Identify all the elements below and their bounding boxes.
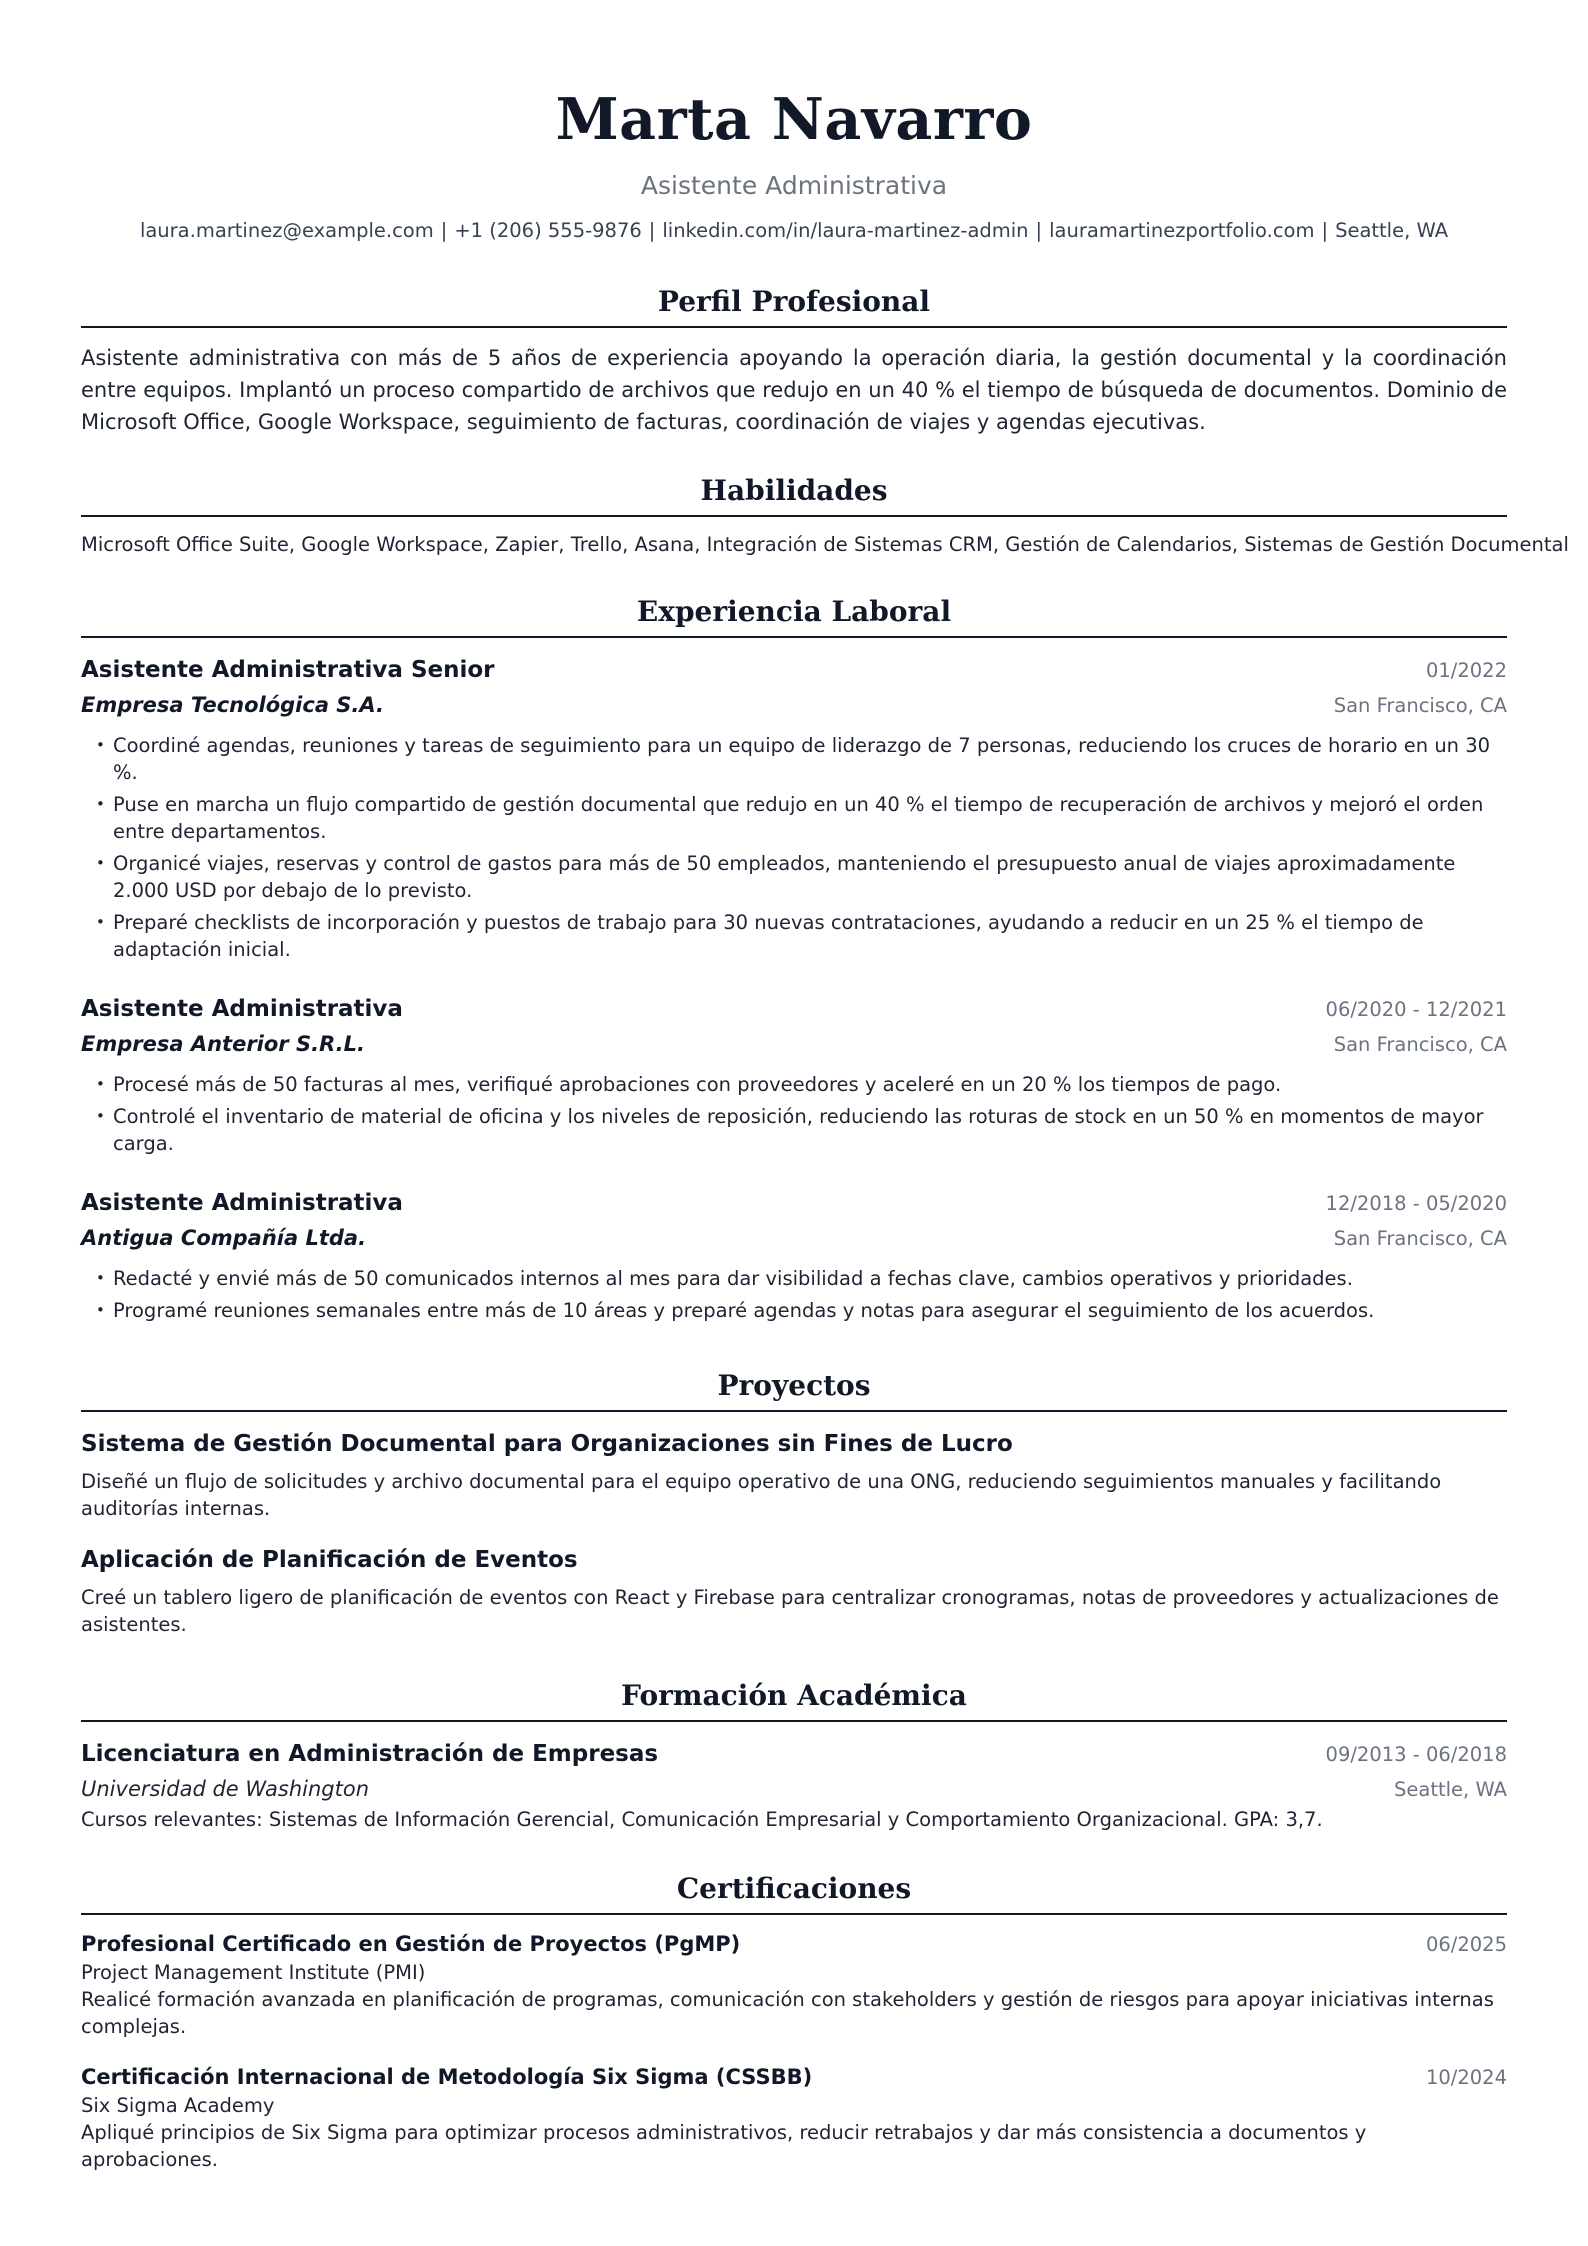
bullet-icon: • — [96, 1107, 105, 1125]
contact-line — [81, 218, 1507, 244]
school-location: Seattle, WA — [1394, 1778, 1507, 1801]
certifications-section — [81, 1871, 1507, 2173]
bullet-icon: • — [96, 736, 105, 754]
contact-linkedin[interactable]: linkedin.com/in/laura-martinez-admin — [662, 219, 1029, 242]
job-date: 12/2018 - 05/2020 — [1325, 1192, 1507, 1215]
certification-issuer: Project Management Institute (PMI) — [81, 1961, 426, 1984]
project-title: Aplicación de Planificación de Eventos — [81, 1547, 578, 1573]
section-title-summary: Perfil Profesional — [81, 284, 1507, 328]
job-company: Empresa Tecnológica S.A. — [81, 693, 385, 717]
job-company: Antigua Compañía Ltda. — [81, 1226, 367, 1250]
job-title: Asistente Administrativa — [81, 1190, 403, 1216]
section-title-experience: Experiencia Laboral — [81, 594, 1507, 638]
job-location: San Francisco, CA — [1333, 694, 1507, 717]
section-title-skills: Habilidades — [81, 473, 1507, 517]
certification-description: Realicé formación avanzada en planificación de programas, comunicación con stakeholders y gestión de riesgos para apoyar iniciativas internas complejas. — [81, 1988, 1494, 2038]
bullet-icon: • — [96, 854, 105, 872]
summary-text: Asistente administrativa con más de 5 años de experiencia apoyando la operación diaria, la gestión documental y la coordinación entre equipos. Implantó un proceso compartido de archivos que redujo en un 40 % el tiempo de búsqueda de documentos. Dominio de Microsoft Office, Google Workspace, seguimiento de facturas, coordinación de viajes y agendas ejecutivas. — [81, 346, 1507, 434]
project-entry — [81, 1544, 1507, 1638]
skills-text: Microsoft Office Suite, Google Workspace, Zapier, Trello, Asana, Integración de Sistemas CRM, Gestión de Calendarios, Sistemas de Gestión Documental — [81, 533, 1569, 556]
contact-location: Seattle, WA — [1335, 219, 1449, 242]
bullet-item — [81, 1103, 1507, 1157]
certification-title: Profesional Certificado en Gestión de Proyectos (PgMP) — [81, 1932, 741, 1956]
section-title-certifications: Certificaciones — [81, 1871, 1507, 1915]
job-bullets — [81, 1071, 1507, 1157]
projects-section — [81, 1368, 1507, 1638]
contact-separator: | — [1321, 219, 1329, 242]
resume-header — [81, 0, 1507, 244]
candidate-name: Marta Navarro — [555, 86, 1033, 153]
contact-separator: | — [440, 219, 448, 242]
certification-title: Certificación Internacional de Metodología Six Sigma (CSSBB) — [81, 2065, 813, 2089]
project-description: Diseñé un flujo de solicitudes y archivo documental para el equipo operativo de una ONG, reduciendo seguimientos manuales y facilitando auditorías internas. — [81, 1470, 1442, 1520]
contact-portfolio[interactable]: lauramartinezportfolio.com — [1049, 219, 1315, 242]
bullet-item — [81, 732, 1507, 786]
section-title-projects: Proyectos — [81, 1368, 1507, 1412]
job-bullets — [81, 732, 1507, 963]
job-title: Asistente Administrativa — [81, 996, 403, 1022]
job-date: 01/2022 — [1425, 659, 1507, 682]
contact-separator: | — [1035, 219, 1043, 242]
job-location: San Francisco, CA — [1333, 1227, 1507, 1250]
certification-date: 10/2024 — [1425, 2066, 1507, 2089]
project-entry — [81, 1428, 1507, 1522]
job-date: 06/2020 - 12/2021 — [1325, 998, 1507, 1021]
section-title-education: Formación Académica — [81, 1678, 1507, 1722]
job-company: Empresa Anterior S.R.L. — [81, 1032, 365, 1056]
contact-separator: | — [648, 219, 656, 242]
certification-entry — [81, 2062, 1507, 2173]
bullet-item — [81, 909, 1507, 963]
education-date: 09/2013 - 06/2018 — [1325, 1743, 1507, 1766]
bullet-item — [81, 1071, 1507, 1098]
experience-section — [81, 594, 1507, 1324]
bullet-item — [81, 1265, 1507, 1292]
bullet-text: Programé reuniones semanales entre más de 10 áreas y preparé agendas y notas para asegurar el seguimiento de los acuerdos. — [113, 1299, 1375, 1322]
summary-section — [81, 284, 1507, 438]
bullet-icon: • — [96, 913, 105, 931]
job-entry — [81, 1187, 1507, 1324]
project-description: Creé un tablero ligero de planificación de eventos con React y Firebase para centralizar cronogramas, notas de proveedores y actualizaciones de asistentes. — [81, 1586, 1499, 1636]
job-location: San Francisco, CA — [1333, 1033, 1507, 1056]
bullet-text: Organicé viajes, reservas y control de gastos para más de 50 empleados, manteniendo el presupuesto anual de viajes aproximadamente 2.000 USD por debajo de lo previsto. — [113, 852, 1456, 902]
job-entry — [81, 993, 1507, 1157]
bullet-icon: • — [96, 1301, 105, 1319]
bullet-icon: • — [96, 795, 105, 813]
bullet-text: Redacté y envié más de 50 comunicados internos al mes para dar visibilidad a fechas clave, cambios operativos y prioridades. — [113, 1267, 1353, 1290]
bullet-text: Controlé el inventario de material de oficina y los niveles de reposición, reduciendo las roturas de stock en un 50 % en momentos de mayor carga. — [113, 1105, 1484, 1155]
skills-section — [81, 473, 1569, 559]
education-details: Cursos relevantes: Sistemas de Información Gerencial, Comunicación Empresarial y Comportamiento Organizacional. GPA: 3,7. — [81, 1808, 1323, 1831]
bullet-item — [81, 1297, 1507, 1324]
certification-issuer: Six Sigma Academy — [81, 2094, 275, 2117]
bullet-text: Puse en marcha un flujo compartido de gestión documental que redujo en un 40 % el tiempo de recuperación de archivos y mejoró el orden entre departamentos. — [113, 793, 1484, 843]
job-entry — [81, 654, 1507, 963]
job-title: Asistente Administrativa Senior — [81, 657, 495, 683]
degree-title: Licenciatura en Administración de Empresas — [81, 1741, 659, 1767]
education-entry — [81, 1738, 1507, 1833]
bullet-icon: • — [96, 1269, 105, 1287]
school-name: Universidad de Washington — [81, 1777, 370, 1801]
education-section — [81, 1678, 1507, 1833]
job-bullets — [81, 1265, 1507, 1324]
bullet-text: Procesé más de 50 facturas al mes, verifiqué aprobaciones con proveedores y aceleré en un 20 % los tiempos de pago. — [113, 1073, 1282, 1096]
bullet-text: Preparé checklists de incorporación y puestos de trabajo para 30 nuevas contrataciones, ayudando a reducir en un 25 % el tiempo de adaptación inicial. — [113, 911, 1424, 961]
certification-entry — [81, 1929, 1507, 2040]
bullet-item — [81, 850, 1507, 904]
candidate-role: Asistente Administrativa — [640, 171, 948, 200]
bullet-text: Coordiné agendas, reuniones y tareas de seguimiento para un equipo de liderazgo de 7 personas, reduciendo los cruces de horario en un 30 %. — [113, 734, 1491, 784]
certification-description: Apliqué principios de Six Sigma para optimizar procesos administrativos, reducir retrabajos y dar más consistencia a documentos y aprobaciones. — [81, 2121, 1367, 2171]
project-title: Sistema de Gestión Documental para Organizaciones sin Fines de Lucro — [81, 1431, 1013, 1457]
bullet-item — [81, 791, 1507, 845]
contact-email[interactable]: laura.martinez@example.com — [139, 219, 434, 242]
contact-phone[interactable]: +1 (206) 555-9876 — [454, 219, 642, 242]
certification-date: 06/2025 — [1425, 1933, 1507, 1956]
bullet-icon: • — [96, 1075, 105, 1093]
